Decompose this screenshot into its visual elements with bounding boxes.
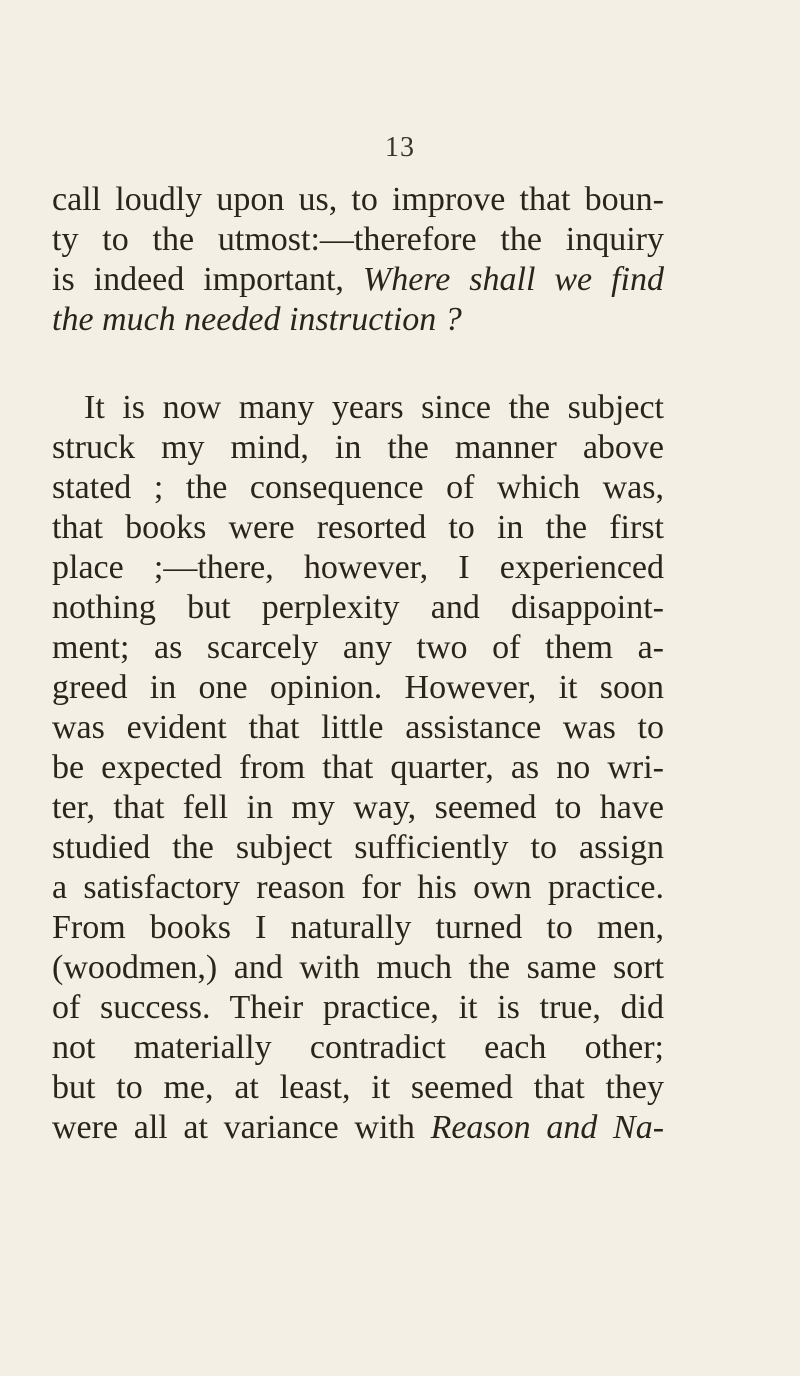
text-line	[52, 508, 664, 548]
text-run: (woodmen,) and with much the same sort	[52, 949, 664, 986]
text-run: be expected from that quarter, as no wri-	[52, 749, 664, 786]
text-run: ter, that fell in my way, seemed to have	[52, 789, 664, 826]
text-run: of success. Their practice, it is true, did	[52, 989, 664, 1026]
text-line	[52, 1108, 664, 1148]
italic-text: Where shall we find	[362, 261, 664, 298]
text-line	[52, 260, 664, 300]
text-run: studied the subject sufficiently to assign	[52, 829, 664, 866]
text-run: greed in one opinion. However, it soon	[52, 669, 664, 706]
text-run: but to me, at least, it seemed that they	[52, 1069, 664, 1106]
text-line	[52, 300, 664, 340]
text-line	[52, 588, 664, 628]
text-run: place ;—there, however, I experienced	[52, 549, 664, 586]
text-run: not materially contradict each other;	[52, 1029, 664, 1066]
text-line	[52, 1028, 664, 1068]
text-run: struck my mind, in the manner above	[52, 429, 664, 466]
italic-text: the much needed instruction ?	[52, 301, 462, 338]
text-line	[52, 708, 664, 748]
text-run: call loudly upon us, to improve that boun-	[52, 181, 664, 218]
italic-text: Reason and Na-	[430, 1109, 665, 1146]
text-run: stated ; the consequence of which was,	[52, 469, 664, 506]
text-run: nothing but perplexity and disappoint-	[52, 589, 664, 626]
text-line	[52, 868, 664, 908]
text-run: that books were resorted to in the first	[52, 509, 664, 546]
text-line	[52, 948, 664, 988]
text-line	[52, 988, 664, 1028]
paragraph	[52, 180, 664, 340]
text-line	[52, 180, 664, 220]
text-line	[52, 828, 664, 868]
text-run: was evident that little assistance was to	[52, 709, 664, 746]
text-run: were all at variance with	[52, 1109, 431, 1146]
text-run: is indeed important,	[52, 261, 363, 298]
text-line	[52, 548, 664, 588]
page-number: 13	[385, 132, 415, 163]
text-line	[52, 388, 664, 428]
text-line	[52, 1068, 664, 1108]
text-line	[52, 628, 664, 668]
text-run: ment; as scarcely any two of them a-	[52, 629, 664, 666]
text-run: ty to the utmost:—therefore the inquiry	[52, 221, 664, 258]
text-line	[52, 668, 664, 708]
text-run: It is now many years since the subject	[84, 389, 664, 426]
text-line	[52, 428, 664, 468]
text-line	[52, 220, 664, 260]
text-run: From books I naturally turned to men,	[52, 909, 664, 946]
body-text	[52, 180, 664, 1148]
paragraph	[52, 388, 664, 1148]
text-line	[52, 468, 664, 508]
text-line	[52, 788, 664, 828]
text-line	[52, 908, 664, 948]
text-line	[52, 748, 664, 788]
text-run: a satisfactory reason for his own practice.	[52, 869, 664, 906]
